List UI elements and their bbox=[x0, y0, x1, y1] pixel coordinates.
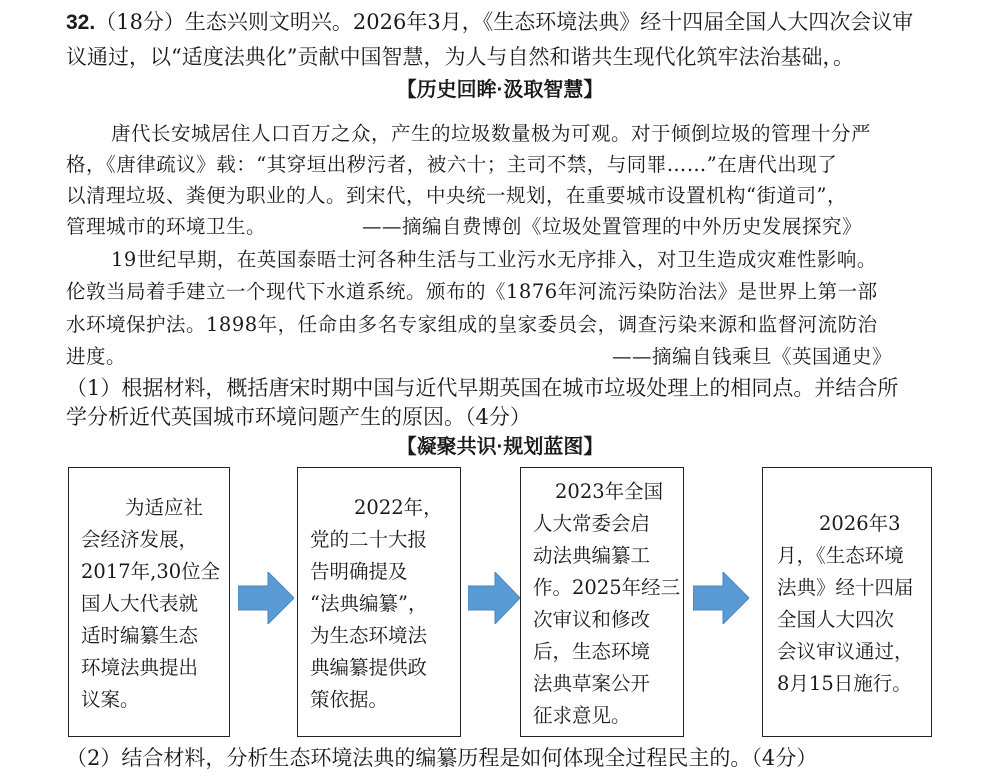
material-line: 管理城市的环境卫生。 bbox=[66, 215, 267, 238]
box-text: 告明确提及 bbox=[310, 560, 408, 583]
intro-line-2: 议通过，以“适度法典化”贡献中国智慧，为人与自然和谐共生现代化筑牢法治基础，。 bbox=[66, 45, 854, 69]
box-text: 典编纂提供政 bbox=[310, 656, 428, 679]
flow-box-2022 bbox=[297, 467, 461, 737]
flow-box-2023 bbox=[520, 467, 684, 737]
material-line: 以清理垃圾、粪便为职业的人。到宋代，中央统一规划，在重要城市设置机构“街道司”， bbox=[66, 184, 847, 207]
box-text: 适时编纂生态 bbox=[81, 624, 199, 647]
section-heading-blueprint: 【凝聚共识·规划蓝图】 bbox=[396, 436, 604, 458]
question-1-line: （1）根据材料，概括唐宋时期中国与近代早期英国在城市垃圾处理上的相同点。并结合所 bbox=[66, 376, 899, 400]
box-text: 2023年全国 bbox=[555, 480, 664, 503]
box-text: 月，《生态环境 bbox=[777, 544, 904, 567]
question-2-line: （2）结合材料，分析生态环境法典的编纂历程是如何体现全过程民主的。（4分） bbox=[66, 746, 818, 770]
material-source-1: ——摘编自费博创《垃圾处置管理的中外历史发展探究》 bbox=[362, 215, 863, 238]
box-text: 法典草案公开 bbox=[533, 672, 651, 695]
material-line: 水环境保护法。1898年，任命由多名专家组成的皇家委员会，调查污染来源和监督河流防治 bbox=[66, 313, 878, 336]
box-text: 作。2025年经三 bbox=[533, 576, 681, 599]
box-text: 策依据。 bbox=[310, 688, 389, 711]
material-line: 进度。 bbox=[66, 345, 127, 368]
flow-box-2026 bbox=[762, 467, 932, 737]
box-text: 后，生态环境 bbox=[533, 640, 651, 663]
box-text: 会议审议通过， bbox=[777, 640, 914, 663]
box-text: 征求意见。 bbox=[533, 704, 631, 727]
box-text: 人大常委会启 bbox=[533, 512, 651, 535]
box-text: 次审议和修改 bbox=[533, 608, 651, 631]
right-arrow-icon bbox=[468, 572, 520, 624]
box-text: 为生态环境法 bbox=[310, 624, 428, 647]
material-line: 唐代长安城居住人口百万之众，产生的垃圾数量极为可观。对于倾倒垃圾的管理十分严 bbox=[111, 122, 872, 145]
box-text: 环境法典提出 bbox=[81, 656, 199, 679]
section-heading-history: 【历史回眸·汲取智慧】 bbox=[396, 79, 604, 101]
right-arrow-icon bbox=[693, 572, 749, 624]
box-text: 全国人大四次 bbox=[777, 608, 895, 631]
flow-box-2017 bbox=[68, 467, 230, 737]
question-number: 32. bbox=[66, 11, 96, 34]
intro-line-1 bbox=[66, 6, 913, 36]
box-text: 国人大代表就 bbox=[81, 592, 199, 615]
material-line: 格，《唐律疏议》载：“其穿垣出秽污者，被六十；主司不禁，与同罪……”在唐代出现了 bbox=[66, 153, 838, 176]
intro-text-1: （18分）生态兴则文明兴。2026年3月，《生态环境法典》经十四届全国人大四次会议审 bbox=[95, 10, 914, 34]
question-1-line: 学分析近代英国城市环境问题产生的原因。（4分） bbox=[66, 405, 531, 429]
box-text: 2017年,30位全 bbox=[81, 560, 221, 583]
box-text: 法典》经十四届 bbox=[777, 576, 914, 599]
material-source-2: ——摘编自钱乘旦《英国通史》 bbox=[612, 345, 893, 368]
box-text: 动法典编纂工 bbox=[533, 544, 651, 567]
box-text: 党的二十大报 bbox=[310, 528, 428, 551]
material-line: 伦敦当局着手建立一个现代下水道系统。颁布的《1876年河流污染防治法》是世界上第一部 bbox=[66, 280, 878, 303]
box-text: 2022年， bbox=[354, 496, 443, 519]
box-text: 8月15日施行。 bbox=[777, 672, 912, 695]
box-text: 会经济发展， bbox=[81, 528, 199, 551]
box-text: 2026年3 bbox=[819, 512, 901, 535]
material-line: 19世纪早期，在英国泰晤士河各种生活与工业污水无序排入，对卫生造成灾难性影响。 bbox=[111, 248, 877, 271]
right-arrow-icon bbox=[238, 572, 294, 624]
box-text: 议案。 bbox=[81, 688, 140, 711]
box-text: “法典编纂”， bbox=[310, 592, 428, 615]
box-text: 为适应社 bbox=[125, 496, 204, 519]
